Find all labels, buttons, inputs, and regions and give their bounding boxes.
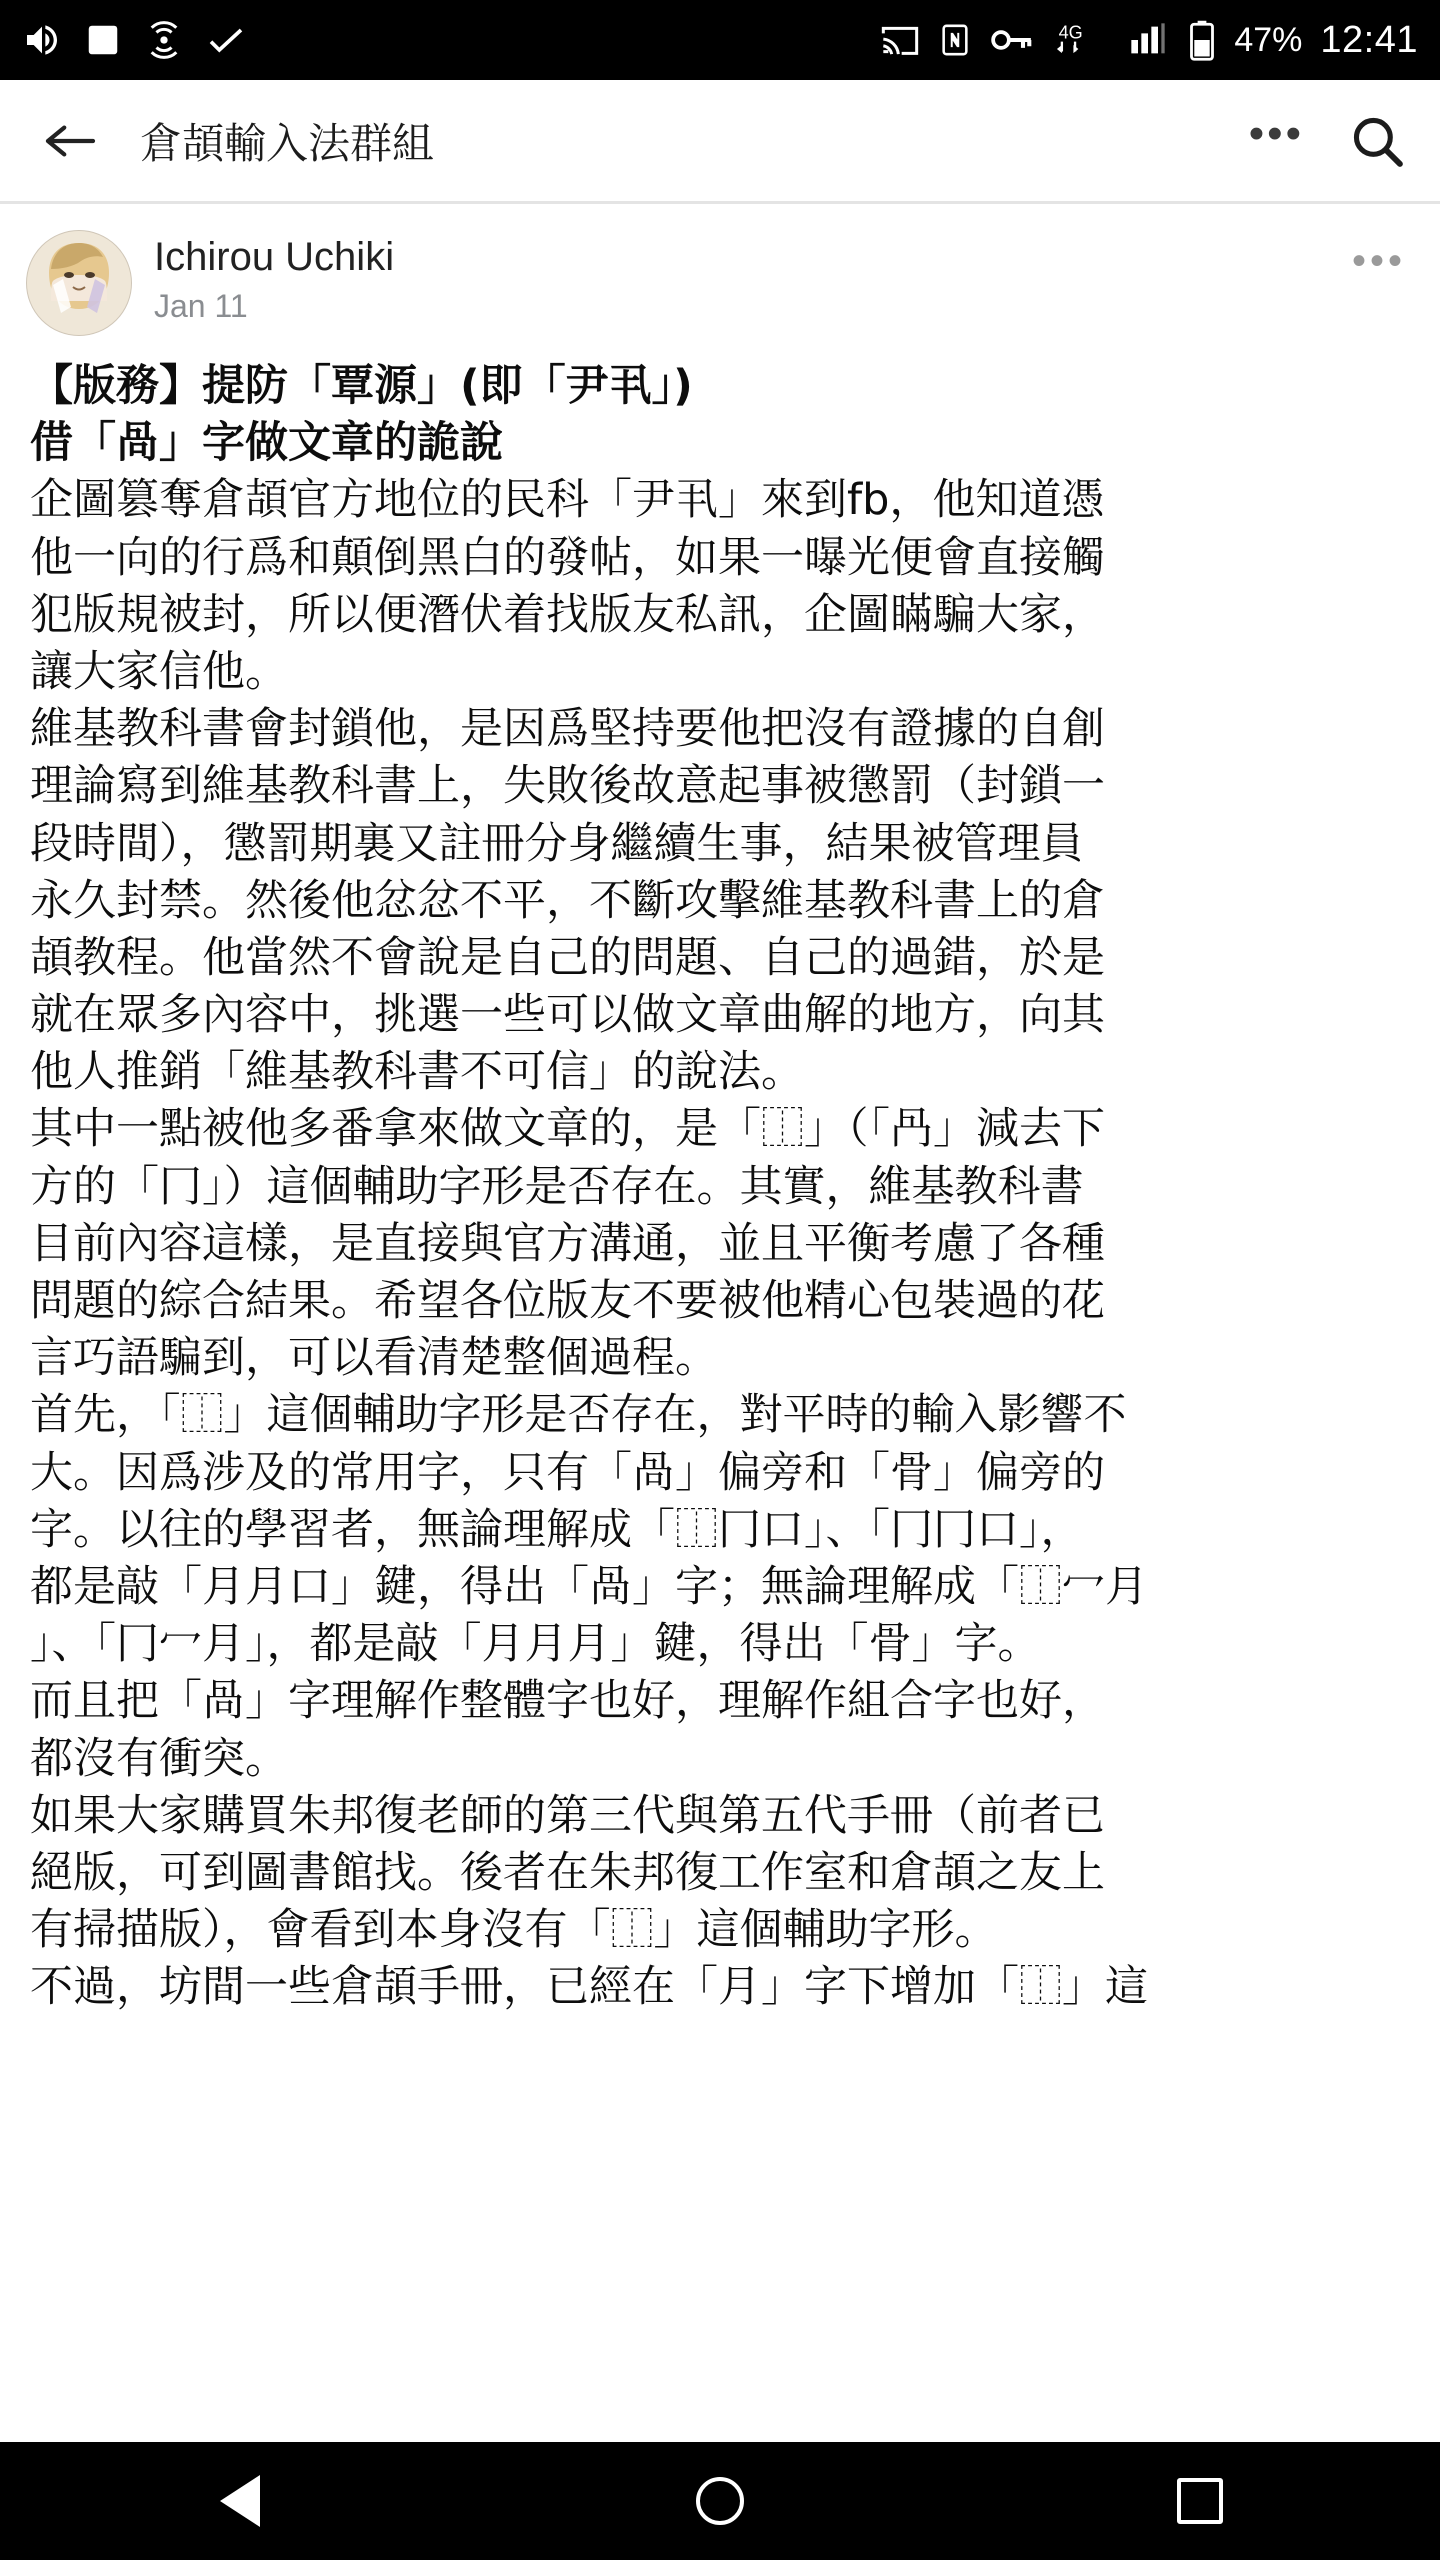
post-body-line: 言巧語騙到，可以看清楚整個過程。 — [30, 1333, 718, 1384]
nav-home-icon — [696, 2477, 744, 2525]
svg-text:4G: 4G — [1058, 22, 1084, 43]
overflow-menu-button[interactable]: ••• — [1248, 108, 1304, 158]
battery-percent-label: 47% — [1234, 20, 1303, 59]
check-icon — [206, 20, 246, 60]
post-container — [0, 204, 1440, 2016]
post-body-line: 如果大家購買朱邦復老師的第三代與第五代手冊（前者已 — [30, 1790, 1105, 1841]
page-title: 倉頡輸入法群組 — [140, 119, 435, 167]
post-body-line: 目前內容這樣，是直接與官方溝通，並且平衡考慮了各種 — [30, 1218, 1105, 1269]
post-body-line: 借「咼」字做文章的詭說 — [30, 418, 503, 469]
post-author-block — [154, 230, 394, 325]
nav-back-icon — [220, 2475, 260, 2527]
post-author-name[interactable]: Ichirou Uchiki — [154, 235, 395, 279]
post-body-line: 都是敲「月月口」鍵，得出「咼」字；無論理解成「⿰冖月 — [30, 1561, 1148, 1612]
post-body-line: 理論寫到維基教科書上，失敗後故意起事被懲罰（封鎖一 — [30, 761, 1105, 812]
status-bar-clock: 12:41 — [1320, 18, 1418, 61]
post-date[interactable]: Jan 11 — [154, 288, 248, 324]
signal-4g-icon — [1052, 20, 1108, 60]
nav-back-button[interactable] — [160, 2442, 320, 2560]
status-bar-right-icons — [880, 19, 1418, 62]
post-body-line: 」、「冂冖月」，都是敲「月月月」鍵，得出「骨」字。 — [30, 1619, 1041, 1670]
post-body-line: 有掃描版），會看到本身沒有「⿰」這個輔助字形。 — [30, 1905, 998, 1956]
post-body-line: 而且把「咼」字理解作整體字也好，理解作組合字也好， — [30, 1676, 1105, 1727]
nav-home-button[interactable] — [640, 2442, 800, 2560]
search-icon — [1348, 112, 1406, 170]
post-body-line: 讓大家信他。 — [30, 646, 288, 697]
nav-recents-icon — [1177, 2478, 1223, 2524]
nfc-icon — [938, 22, 972, 58]
avatar-image — [27, 231, 131, 335]
post-body-line: 他人推銷「維基教科書不可信」的說法。 — [30, 1047, 804, 1098]
post-body-line: 頡教程。他當然不會說是自己的問題、自己的過錯，於是 — [30, 932, 1105, 983]
signal-bars-icon — [1126, 20, 1170, 60]
post-body-line: 他一向的行爲和顛倒黑白的發帖，如果一曝光便會直接觸 — [30, 532, 1105, 583]
post-body-line: 【版務】提防「覃源」(即「尹丮」) — [30, 361, 693, 411]
volume-icon — [22, 20, 62, 60]
post-body-line: 首先，「⿰」這個輔助字形是否存在，對平時的輸入影響不 — [30, 1390, 1127, 1441]
post-body-line: 犯版規被封，所以便潛伏着找版友私訊，企圖瞞騙大家， — [30, 589, 1105, 640]
app-bar-actions — [1248, 108, 1406, 170]
post-body-line: 問題的綜合結果。希望各位版友不要被他精心包裝過的花 — [30, 1276, 1105, 1326]
post-body-line: 大。因爲涉及的常用字，只有「咼」偏旁和「骨」偏旁的 — [30, 1447, 1105, 1498]
post-body-line: 就在眾多內容中，挑選一些可以做文章曲解的地方，向其 — [30, 990, 1105, 1041]
post-options-button[interactable]: ••• — [1351, 239, 1406, 283]
post-body-line: 不過，坊間一些倉頡手冊，已經在「月」字下增加「⿰」這 — [30, 1962, 1148, 2013]
post-body-line: 維基教科書會封鎖他，是因爲堅持要他把沒有證據的自創 — [30, 704, 1105, 755]
post-body-line: 方的「冂」）這個輔助字形是否存在。其實，維基教科書 — [30, 1161, 1084, 1212]
nav-recents-button[interactable] — [1120, 2442, 1280, 2560]
cast-screen-icon — [144, 20, 184, 60]
post-body-line: 都沒有衝突。 — [30, 1733, 288, 1784]
post-body-line: 字。以往的學習者，無論理解成「⿰冂口」、「冂冂口」， — [30, 1504, 1084, 1555]
post-body-line: 永久封禁。然後他忿忿不平，不斷攻擊維基教科書上的倉 — [30, 875, 1105, 926]
battery-icon — [1188, 19, 1216, 61]
app-square-icon — [84, 21, 122, 59]
status-bar-left-icons — [22, 20, 246, 60]
status-bar — [0, 0, 1440, 80]
vpn-key-icon — [990, 23, 1034, 57]
avatar[interactable] — [26, 230, 132, 336]
app-bar — [0, 80, 1440, 204]
post-header — [26, 230, 1414, 336]
post-body-line: 段時間），懲罰期裏又註冊分身繼續生事，結果被管理員 — [30, 818, 1084, 869]
post-body-line: 企圖篡奪倉頡官方地位的民科「尹丮」來到fb，他知道憑 — [30, 475, 1105, 526]
post-body — [26, 358, 1414, 2016]
search-button[interactable] — [1348, 112, 1406, 170]
back-button[interactable] — [34, 105, 106, 177]
screen-cast-icon — [880, 23, 920, 57]
post-body-line: 絕版，可到圖書館找。後者在朱邦復工作室和倉頡之友上 — [30, 1847, 1105, 1898]
arrow-back-icon — [41, 118, 99, 164]
post-body-line: 其中一點被他多番拿來做文章的，是「⿰」（「冎」減去下 — [30, 1104, 1105, 1155]
android-nav-bar — [0, 2442, 1440, 2560]
